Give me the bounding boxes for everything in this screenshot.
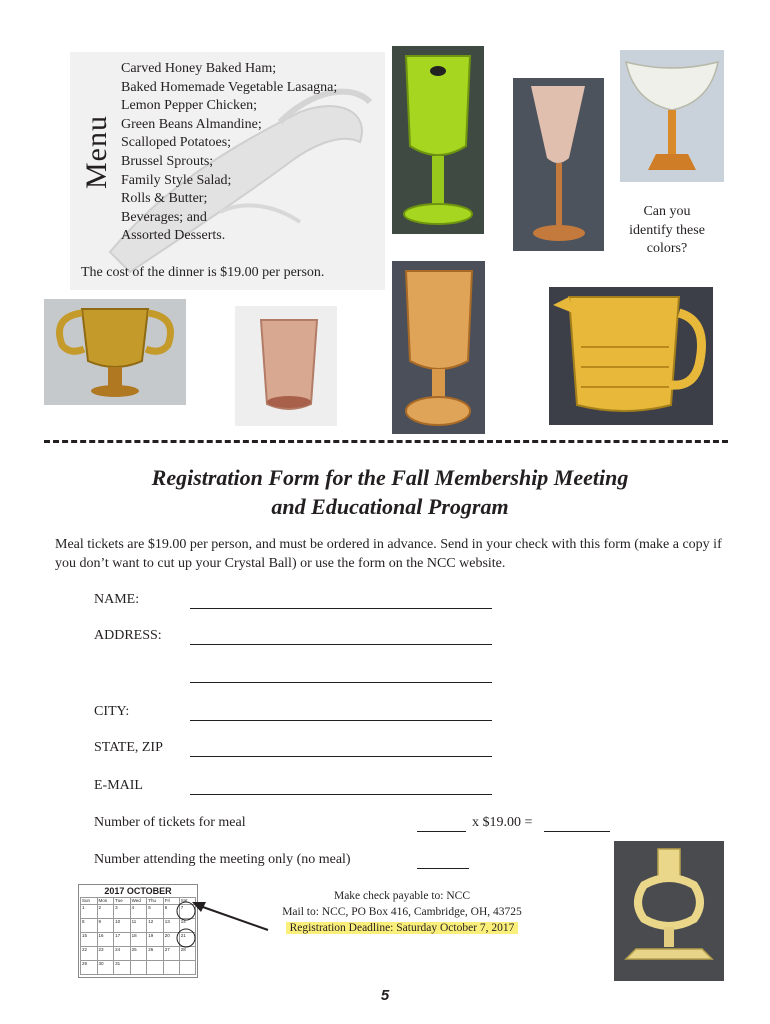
calendar-day-header: Tue bbox=[114, 898, 130, 905]
meal-total-field[interactable] bbox=[544, 817, 610, 832]
menu-item: Carved Honey Baked Ham; bbox=[121, 61, 277, 76]
email-field[interactable] bbox=[190, 780, 492, 795]
meal-tickets-field[interactable] bbox=[417, 817, 466, 832]
form-title bbox=[40, 463, 740, 521]
identify-colors-line: identify these bbox=[629, 222, 705, 238]
menu-item: Beverages; and bbox=[121, 209, 207, 225]
calendar-day: 14 bbox=[179, 919, 195, 933]
calendar-day: 1 bbox=[81, 905, 98, 919]
mailing-info bbox=[262, 888, 542, 936]
calendar-day: 6 bbox=[163, 905, 179, 919]
calendar-day: 21 bbox=[179, 933, 195, 947]
calendar-day: 29 bbox=[81, 961, 98, 975]
cut-line-divider bbox=[44, 440, 728, 443]
identify-colors-question bbox=[621, 203, 713, 259]
identify-colors-line: colors? bbox=[646, 241, 688, 256]
dinner-cost: The cost of the dinner is $19.00 per person. bbox=[81, 265, 325, 280]
calendar-day: 2 bbox=[97, 905, 114, 919]
calendar-day-header: Sat bbox=[179, 898, 195, 905]
calendar-day: 27 bbox=[163, 947, 179, 961]
arrow-icon bbox=[190, 896, 270, 936]
address-field[interactable] bbox=[190, 630, 492, 645]
menu-heading: Menu bbox=[80, 115, 113, 189]
amber-sugar-bowl-photo bbox=[44, 299, 186, 405]
menu-item: Baked Homemade Vegetable Lasagna; bbox=[121, 79, 338, 95]
address-label: ADDRESS: bbox=[94, 628, 162, 643]
calendar-day: 11 bbox=[130, 919, 147, 933]
coupe-glass-photo bbox=[620, 50, 724, 182]
calendar-day: 8 bbox=[81, 919, 98, 933]
menu-item: Family Style Salad; bbox=[121, 172, 232, 188]
menu-item: Green Beans Almandine; bbox=[121, 116, 262, 132]
calendar-day: 18 bbox=[130, 933, 147, 947]
calendar-day: 10 bbox=[114, 919, 130, 933]
calendar-day: 26 bbox=[147, 947, 163, 961]
state-zip-label: STATE, ZIP bbox=[94, 740, 163, 755]
yellow-candlestick-photo bbox=[614, 841, 724, 981]
calendar-day: 22 bbox=[81, 947, 98, 961]
meeting-only-label: Number attending the meeting only (no meal) bbox=[94, 852, 351, 867]
mail-to-address: Mail to: NCC, PO Box 416, Cambridge, OH, 43725 bbox=[282, 906, 522, 918]
green-goblet-photo bbox=[392, 46, 484, 234]
calendar-day: 4 bbox=[130, 905, 147, 919]
meal-tickets-label: Number of tickets for meal bbox=[94, 815, 246, 830]
calendar-day: 25 bbox=[130, 947, 147, 961]
calendar-title: 2017 OCTOBER bbox=[104, 886, 172, 896]
calendar-day: 17 bbox=[114, 933, 130, 947]
calendar-day: 5 bbox=[147, 905, 163, 919]
registration-deadline: Registration Deadline: Saturday October 7, 2017 bbox=[286, 922, 519, 934]
calendar-day: 28 bbox=[179, 947, 195, 961]
menu-item: Assorted Desserts. bbox=[121, 228, 226, 244]
calendar-day-header: Mon bbox=[97, 898, 114, 905]
menu-item: Brussel Sprouts; bbox=[121, 153, 214, 169]
calendar-day: 20 bbox=[163, 933, 179, 947]
menu-item: Scalloped Potatoes; bbox=[121, 135, 232, 151]
calendar-day: 9 bbox=[97, 919, 114, 933]
city-field[interactable] bbox=[190, 706, 492, 721]
amber-goblet-photo bbox=[392, 261, 485, 434]
city-label: CITY: bbox=[94, 704, 130, 719]
calendar-day: 16 bbox=[97, 933, 114, 947]
calendar-day: 15 bbox=[81, 933, 98, 947]
october-calendar bbox=[78, 884, 198, 978]
calendar-day: 3 bbox=[114, 905, 130, 919]
identify-colors-line: Can you bbox=[643, 204, 691, 219]
payable-to-text: Make check payable to: NCC bbox=[333, 890, 471, 902]
name-label: NAME: bbox=[94, 592, 140, 607]
calendar-day-header: Sun bbox=[81, 898, 98, 905]
email-label: E-MAIL bbox=[94, 778, 143, 793]
menu-item: Lemon Pepper Chicken; bbox=[121, 98, 258, 114]
calendar-day: 30 bbox=[97, 961, 114, 975]
address-field-line-2[interactable] bbox=[190, 668, 492, 683]
calendar-day: 23 bbox=[97, 947, 114, 961]
calendar-day: 7 bbox=[179, 905, 195, 919]
calendar-day-header: Thu bbox=[147, 898, 163, 905]
calendar-day: 19 bbox=[147, 933, 163, 947]
pink-wine-glass-photo bbox=[513, 78, 604, 251]
page-number: 5 bbox=[380, 987, 390, 1004]
form-intro-text: Meal tickets are $19.00 per person, and must be ordered in advance. Send in your check with this form (make a copy if you don’t want to cut up your Crystal Ball) or use the form on the NCC website. bbox=[55, 537, 722, 571]
calendar-day-header: Wed bbox=[130, 898, 147, 905]
meeting-only-field[interactable] bbox=[417, 854, 469, 869]
menu-item: Rolls & Butter; bbox=[121, 191, 208, 207]
calendar-day: 12 bbox=[147, 919, 163, 933]
calendar-day-header: Fri bbox=[163, 898, 179, 905]
form-title-line: Registration Form for the Fall Membership Meeting bbox=[151, 465, 629, 490]
calendar-day: 13 bbox=[163, 919, 179, 933]
pink-tumbler-photo bbox=[235, 306, 337, 426]
form-title-line: and Educational Program bbox=[271, 494, 509, 519]
state-zip-field[interactable] bbox=[190, 742, 492, 757]
menu-list bbox=[121, 60, 337, 246]
calendar-day: 24 bbox=[114, 947, 130, 961]
calendar-day: 31 bbox=[114, 961, 130, 975]
amber-pitcher-photo bbox=[549, 287, 713, 425]
meal-price-calc: x $19.00 = bbox=[472, 815, 533, 830]
name-field[interactable] bbox=[190, 594, 492, 609]
date-circle-markers bbox=[79, 885, 197, 977]
